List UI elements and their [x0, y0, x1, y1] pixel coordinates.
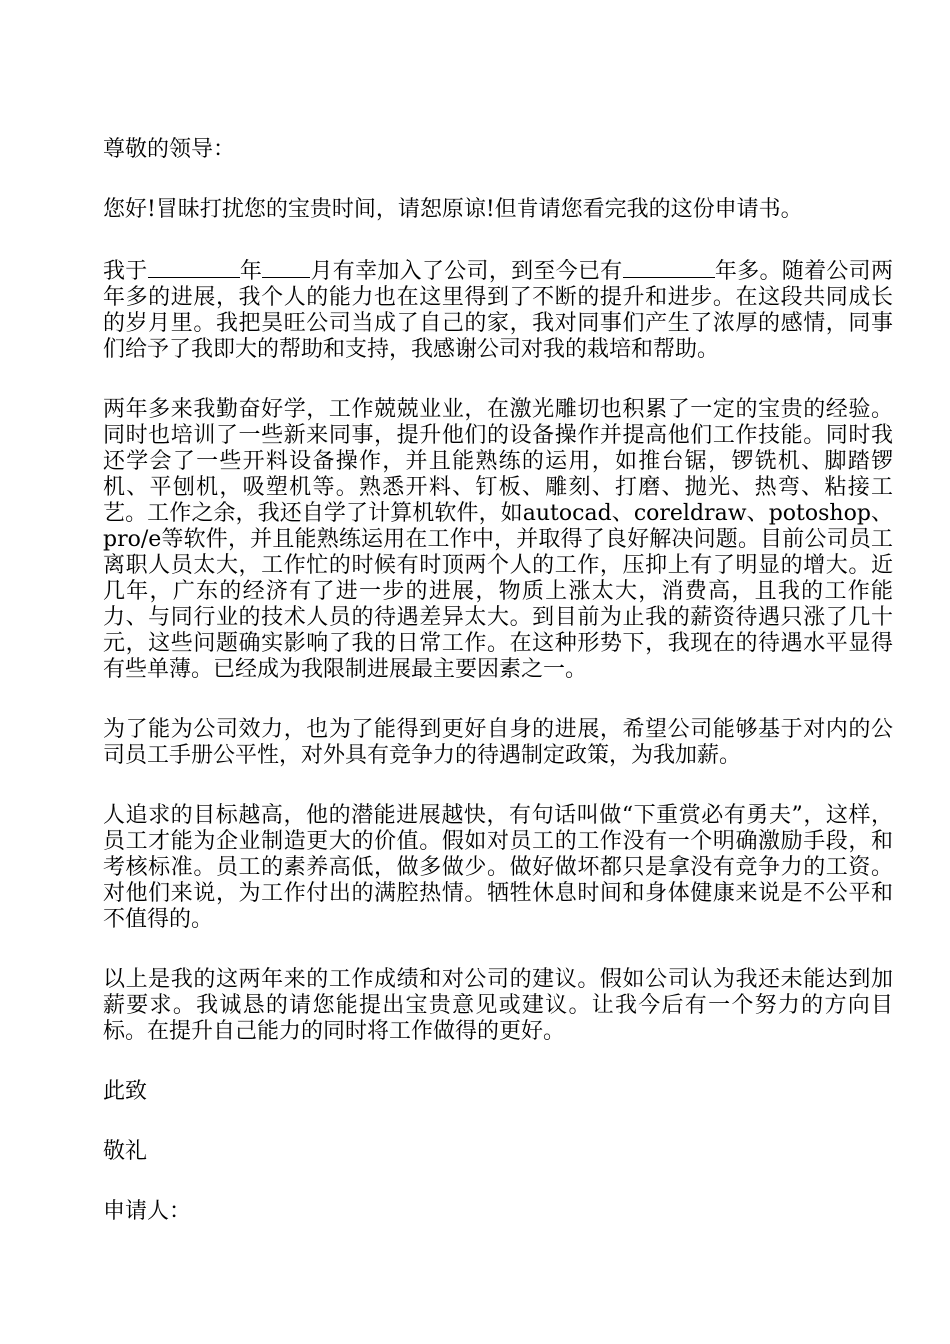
- greeting-paragraph: 您好!冒昧打扰您的宝贵时间，请恕原谅!但肯请您看完我的这份申请书。: [103, 197, 803, 222]
- letter-page: [103, 137, 893, 1259]
- years-count-blank: [623, 257, 715, 278]
- salutation: 尊敬的领导：: [103, 137, 236, 162]
- motivation-paragraph: 人追求的目标越高，他的潜能进展越快，有句话叫做“下重赏必有勇夫”，这样，员工才能为企业制造更大的价值。假如对员工的工作没有一个明确激励手段，和考核标准。员工的素养高低，做多做少。做好做坏都只是拿没有竞争力的工资。对他们来说，为工作付出的满腔热情。牺牲休息时间和身体健康来说是不公平和不值得的。: [103, 803, 893, 932]
- year-blank: [148, 257, 240, 278]
- experience-paragraph: 两年多来我勤奋好学，工作兢兢业业，在激光雕切也积累了一定的宝贵的经验。同时也培训了一些新来同事，提升他们的设备操作并提高他们工作技能。同时我还学会了一些开料设备操作，并且能熟练的运用，如推台锯，锣铣机、脚踏锣机、平刨机，吸塑机等。熟悉开料、钉板、雕刻、打磨、抛光、热弯、粘接工艺。工作之余，我还自学了计算机软件，如autocad、coreldraw、potoshop、pro/e等软件，并且能熟练运用在工作中，并取得了良好解决问题。目前公司员工离职人员太大，工作忙的时候有时顶两个人的工作，压抑上有了明显的增大。近几年，广东的经济有了进一步的进展，物质上涨太大，消费高，且我的工作能力、与同行业的技术人员的待遇差异太大。到目前为止我的薪资待遇只涨了几十元，这些问题确实影响了我的日常工作。在这种形势下，我现在的待遇水平显得有些单薄。已经成为我限制进展最主要因素之一。: [103, 397, 893, 682]
- closing-cizhi: 此致: [103, 1079, 148, 1104]
- applicant-label: 申请人：: [103, 1199, 192, 1224]
- intro-text-3: 月有幸加入了公司，到至今已有: [310, 259, 623, 284]
- intro-text-4: 年多。随着公司两年多的进展，我个人的能力也在这里得到了不断的提升和进步。在这段共同成长的岁月里。我把昊旺公司当成了自己的家，我对同事们产生了浓厚的感情，同事们给予了我即大的帮助和支持，我感谢公司对我的栽培和帮助。: [103, 259, 893, 362]
- request-paragraph: 为了能为公司效力，也为了能得到更好自身的进展，希望公司能够基于对内的公司员工手册公平性，对外具有竞争力的待遇制定政策，为我加薪。: [103, 717, 893, 768]
- intro-text-2: 年: [239, 259, 263, 284]
- conclusion-paragraph: 以上是我的这两年来的工作成绩和对公司的建议。假如公司认为我还未能达到加薪要求。我诚恳的请您能提出宝贵意见或建议。让我今后有一个努力的方向目标。在提升自己能力的同时将工作做得的更好。: [103, 967, 893, 1044]
- intro-paragraph: [103, 257, 893, 363]
- month-blank: [262, 257, 310, 278]
- closing-jingli: 敬礼: [103, 1139, 148, 1164]
- intro-text-1: 我于: [103, 259, 148, 284]
